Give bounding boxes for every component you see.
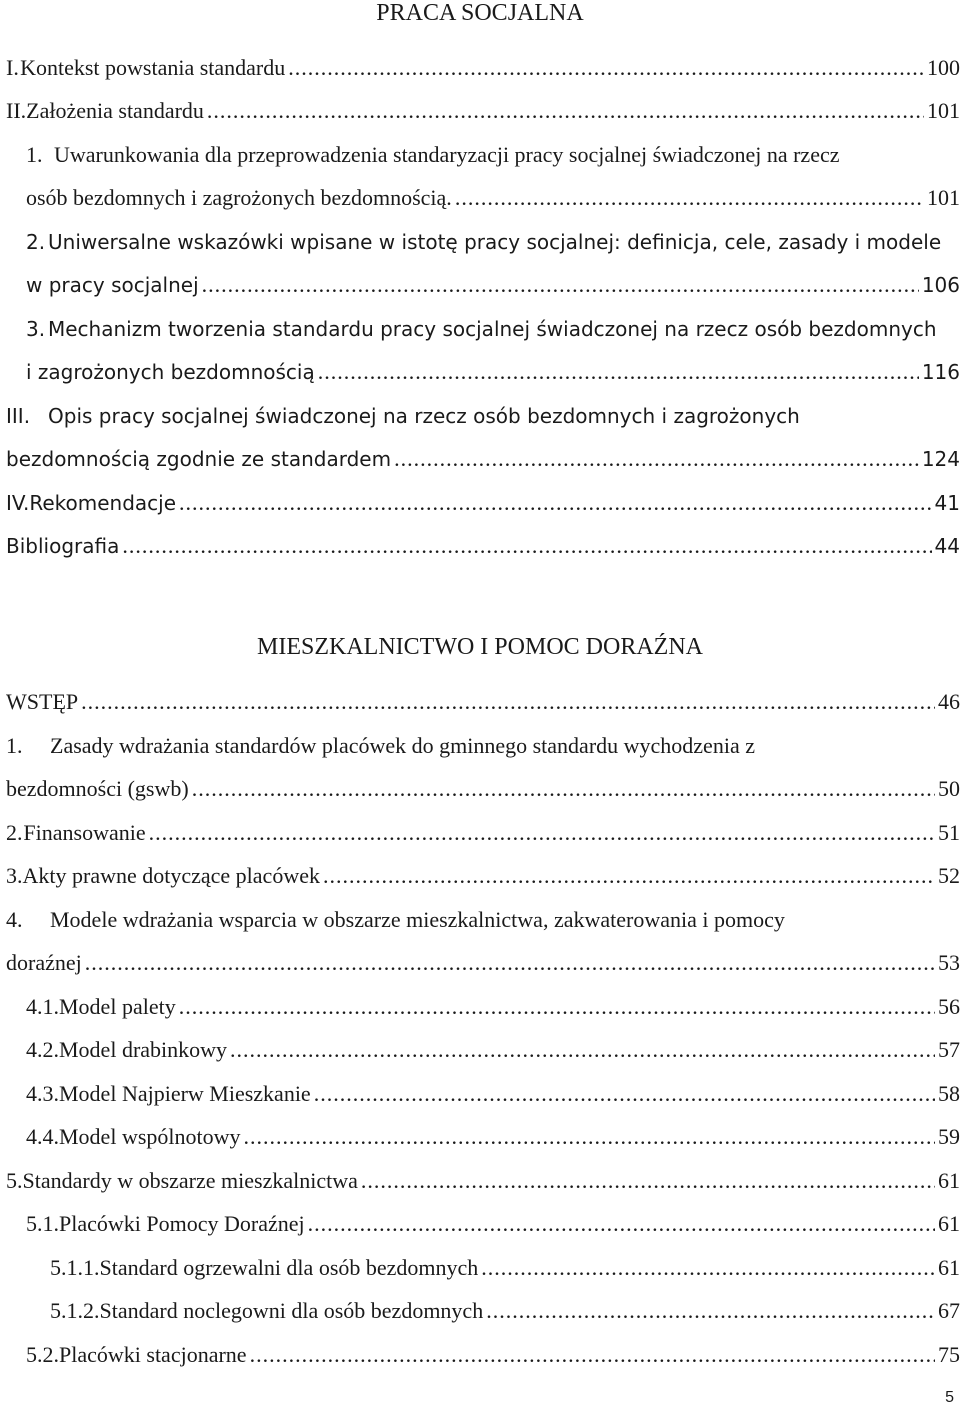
toc-text: Model drabinkowy xyxy=(59,1037,228,1062)
toc-entry[interactable] xyxy=(0,818,960,848)
toc-page-number: 58 xyxy=(938,1081,960,1106)
toc-number: III. xyxy=(6,404,31,428)
toc-entry[interactable] xyxy=(0,531,960,561)
toc-text: Standard ogrzewalni dla osób bezdomnych xyxy=(99,1255,479,1280)
dot-leader xyxy=(394,444,919,474)
dot-leader xyxy=(481,1253,935,1283)
toc-entry[interactable] xyxy=(0,992,960,1022)
dot-leader xyxy=(486,1296,935,1326)
toc-page-number: 67 xyxy=(938,1298,960,1323)
toc-text: Placówki Pomocy Doraźnej xyxy=(59,1211,305,1236)
toc-entry[interactable] xyxy=(0,227,941,257)
toc-number: 3. xyxy=(6,863,23,888)
toc-number: 4.2. xyxy=(26,1037,59,1062)
toc-page-number: 41 xyxy=(934,491,960,515)
toc-entry[interactable] xyxy=(0,140,840,170)
dot-leader xyxy=(85,948,935,978)
dot-leader xyxy=(361,1166,935,1196)
toc-text: Model palety xyxy=(59,994,176,1019)
section-title-mieszkalnictwo: MIESZKALNICTWO I POMOC DORAŹNA xyxy=(257,634,703,660)
dot-leader xyxy=(250,1340,935,1370)
toc-page-number: 51 xyxy=(938,820,960,845)
dot-leader xyxy=(230,1035,935,1065)
toc-entry-continuation[interactable] xyxy=(0,270,960,300)
toc-text: Akty prawne dotyczące placówek xyxy=(22,863,320,888)
toc-page-number: 116 xyxy=(921,360,960,384)
toc-text: Modele wdrażania wsparcia w obszarze mieszkalnictwa, zakwaterowania i pomocy xyxy=(50,907,785,932)
toc-entry[interactable] xyxy=(0,314,937,344)
toc-page-number: 46 xyxy=(938,689,960,714)
toc-text: Mechanizm tworzenia standardu pracy socjalnej świadczonej na rzecz osób bezdomnych xyxy=(48,317,937,341)
toc-number: I. xyxy=(6,55,19,80)
dot-leader xyxy=(244,1122,936,1152)
dot-leader xyxy=(202,270,919,300)
toc-entry[interactable] xyxy=(0,1209,960,1239)
toc-page-number: 56 xyxy=(938,994,960,1019)
toc-page-number: 101 xyxy=(927,98,960,123)
toc-number: 1. xyxy=(6,733,23,758)
toc-entry[interactable] xyxy=(0,1079,960,1109)
dot-leader xyxy=(149,818,935,848)
toc-number: IV. xyxy=(6,491,30,515)
toc-number: 1. xyxy=(26,142,43,167)
toc-text: Standard noclegowni dla osób bezdomnych xyxy=(99,1298,484,1323)
dot-leader xyxy=(179,488,932,518)
toc-entry-continuation[interactable] xyxy=(0,444,960,474)
toc-number: 5.1.1. xyxy=(50,1255,100,1280)
toc-number: 2. xyxy=(26,230,46,254)
toc-text: doraźnej xyxy=(6,950,82,975)
dot-leader xyxy=(318,357,919,387)
toc-entry[interactable] xyxy=(0,731,755,761)
dot-leader xyxy=(288,53,924,83)
toc-text: i zagrożonych bezdomnością xyxy=(26,360,315,384)
toc-page-number: 44 xyxy=(934,534,960,558)
toc-text: Model Najpierw Mieszkanie xyxy=(59,1081,311,1106)
toc-text: Uwarunkowania dla przeprowadzenia standaryzacji pracy socjalnej świadczonej na rzecz xyxy=(54,142,840,167)
toc-entry-continuation[interactable] xyxy=(0,774,960,804)
toc-page-number: 124 xyxy=(921,447,960,471)
toc-entry[interactable] xyxy=(0,1122,960,1152)
toc-number: II. xyxy=(6,98,27,123)
toc-page-number: 52 xyxy=(938,863,960,888)
toc-number: 5.1. xyxy=(26,1211,59,1236)
toc-text: w pracy socjalnej xyxy=(26,273,199,297)
toc-text: bezdomnością zgodnie ze standardem xyxy=(6,447,392,471)
toc-number: 5.2. xyxy=(26,1342,59,1367)
toc-entry[interactable] xyxy=(0,1035,960,1065)
toc-entry[interactable] xyxy=(0,861,960,891)
toc-text: Model wspólnotowy xyxy=(59,1124,241,1149)
toc-entry[interactable] xyxy=(0,905,785,935)
toc-entry[interactable] xyxy=(0,1296,960,1326)
toc-page-number: 53 xyxy=(938,950,960,975)
toc-number: 2. xyxy=(6,820,23,845)
toc-number: 5. xyxy=(6,1168,23,1193)
toc-number: 4.4. xyxy=(26,1124,59,1149)
toc-page-number: 59 xyxy=(938,1124,960,1149)
toc-number: 4.3. xyxy=(26,1081,59,1106)
toc-entry-continuation[interactable] xyxy=(0,357,960,387)
page-number-footer: 5 xyxy=(945,1389,954,1406)
toc-entry-continuation[interactable] xyxy=(0,183,960,213)
toc-page-number: 57 xyxy=(938,1037,960,1062)
dot-leader xyxy=(308,1209,935,1239)
toc-entry-continuation[interactable] xyxy=(0,948,960,978)
toc-text: Opis pracy socjalnej świadczonej na rzecz osób bezdomnych i zagrożonych xyxy=(48,404,800,428)
toc-text: Finansowanie xyxy=(23,820,146,845)
toc-page-number: 61 xyxy=(938,1255,960,1280)
dot-leader xyxy=(455,183,924,213)
dot-leader xyxy=(122,531,931,561)
toc-text: Kontekst powstania standardu xyxy=(20,55,286,80)
toc-text: Uniwersalne wskazówki wpisane w istotę pracy socjalnej: definicja, cele, zasady i modele xyxy=(48,230,942,254)
toc-page-number: 100 xyxy=(927,55,960,80)
toc-entry[interactable] xyxy=(0,1166,960,1196)
section-title-praca-socjalna: PRACA SOCJALNA xyxy=(376,0,584,26)
toc-entry[interactable] xyxy=(0,96,960,126)
toc-text: WSTĘP xyxy=(6,689,79,714)
toc-page-number: 61 xyxy=(938,1211,960,1236)
toc-entry[interactable] xyxy=(0,687,960,717)
toc-number: 3. xyxy=(26,317,46,341)
toc-page-number: 106 xyxy=(921,273,960,297)
toc-entry[interactable] xyxy=(0,401,800,431)
toc-text: bezdomności (gswb) xyxy=(6,776,189,801)
dot-leader xyxy=(314,1079,935,1109)
toc-text: Placówki stacjonarne xyxy=(59,1342,247,1367)
dot-leader xyxy=(207,96,924,126)
toc-number: 4.1. xyxy=(26,994,59,1019)
toc-text: osób bezdomnych i zagrożonych bezdomnością. xyxy=(26,185,452,210)
dot-leader xyxy=(192,774,935,804)
toc-entry[interactable] xyxy=(0,53,960,83)
dot-leader xyxy=(323,861,935,891)
dot-leader xyxy=(81,687,935,717)
toc-entry[interactable] xyxy=(0,1253,960,1283)
toc-page-number: 101 xyxy=(927,185,960,210)
toc-page-number: 50 xyxy=(938,776,960,801)
toc-text: Zasady wdrażania standardów placówek do gminnego standardu wychodzenia z xyxy=(50,733,755,758)
dot-leader xyxy=(179,992,935,1022)
toc-page-number: 61 xyxy=(938,1168,960,1193)
toc-text: Bibliografia xyxy=(6,534,120,558)
toc-text: Założenia standardu xyxy=(26,98,204,123)
toc-entry[interactable] xyxy=(0,488,960,518)
toc-number: 4. xyxy=(6,907,23,932)
toc-text: Standardy w obszarze mieszkalnictwa xyxy=(22,1168,358,1193)
toc-text: Rekomendacje xyxy=(29,491,177,515)
toc-number: 5.1.2. xyxy=(50,1298,100,1323)
toc-page-number: 75 xyxy=(938,1342,960,1367)
toc-entry[interactable] xyxy=(0,1340,960,1370)
